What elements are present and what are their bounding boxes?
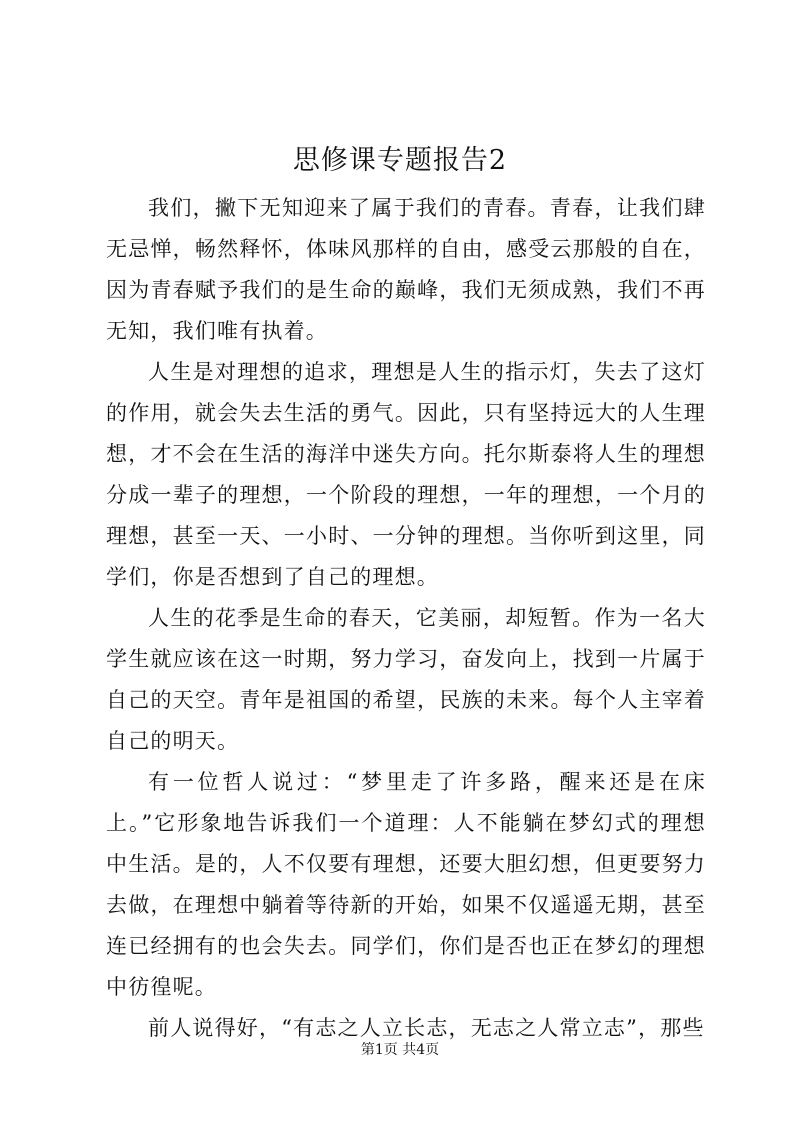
paragraph-3: 人生的花季是生命的春天，它美丽，却短暂。作为一名大学生就应该在这一时期，努力学习，奋发向上，找到一片属于自己的天空。青年是祖国的希望，民族的未来。每个人主宰着自己的明天。 [106, 606, 706, 753]
paragraph-2: 人生是对理想的追求，理想是人生的指示灯，失去了这灯的作用，就会失去生活的勇气。因此，只有坚持远大的人生理想，才不会在生活的海洋中迷失方向。托尔斯泰将人生的理想分成一辈子的理想，一个阶段的理想，一年的理想，一个月的理想，甚至一天、一小时、一分钟的理想。当你听到这里，同学们，你是否想到了自己的理想。 [106, 360, 706, 589]
document-body [106, 188, 706, 1049]
page-footer: 第1页 共4页 [360, 1042, 440, 1058]
paragraph-5: 前人说得好，“有志之人立长志，无志之人常立志”，那些 [148, 1016, 705, 1040]
paragraph-4: 有一位哲人说过：“梦里走了许多路，醒来还是在床上。”它形象地告诉我们一个道理：人不能躺在梦幻式的理想中生活。是的，人不仅要有理想，还要大胆幻想，但更要努力去做，在理想中躺着等待新的开始，如果不仅遥遥无期，甚至连已经拥有的也会失去。同学们，你们是否也正在梦幻的理想中彷徨呢。 [106, 770, 706, 999]
document-title: 思修课专题报告2 [292, 145, 508, 176]
paragraph-1: 我们，撇下无知迎来了属于我们的青春。青春，让我们肆无忌惮，畅然释怀，体味风那样的自由，感受云那般的自在，因为青春赋予我们的是生命的巅峰，我们无须成熟，我们不再无知，我们唯有执着。 [106, 196, 706, 343]
